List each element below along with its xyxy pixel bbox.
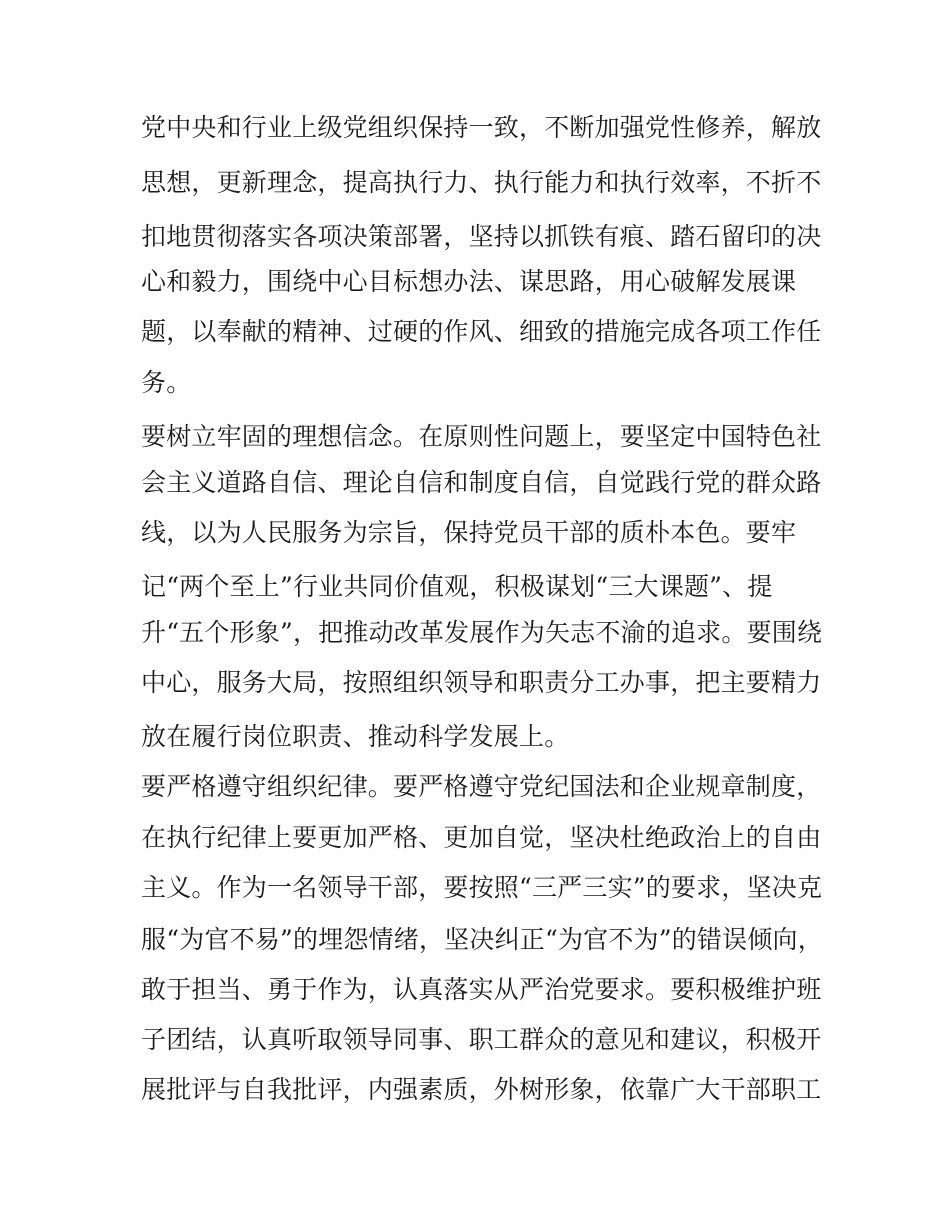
text-line: 展批评与自我批评，内强素质，外树形象，依靠广大干部职工 <box>141 1075 822 1104</box>
text-line: 思想，更新理念，提高执行力、执行能力和执行效率，不折不 <box>141 168 822 197</box>
text-line: 扣地贯彻落实各项决策部署，坚持以抓铁有痕、踏石留印的决 <box>141 222 822 251</box>
text-line: 心和毅力，围绕中心目标想办法、谋思路，用心破解发展课 <box>141 267 797 296</box>
text-line: 要树立牢固的理想信念。在原则性问题上，要坚定中国特色社 <box>141 422 822 451</box>
text-line: 升“五个形象”，把推动改革发展作为矢志不渝的追求。要围绕 <box>141 618 823 647</box>
text-line: 在执行纪律上要更加严格、更加自觉，坚决杜绝政治上的自由 <box>141 823 822 852</box>
text-line: 会主义道路自信、理论自信和制度自信，自觉践行党的群众路 <box>141 468 822 497</box>
text-line: 中心，服务大局，按照组织领导和职责分工办事，把主要精力 <box>141 668 822 697</box>
text-line: 敢于担当、勇于作为，认真落实从严治党要求。要积极维护班 <box>141 975 822 1004</box>
text-line: 服“为官不易”的埋怨情绪，坚决纠正“为官不为”的错误倾向， <box>141 925 823 954</box>
text-line: 记“两个至上”行业共同价值观，积极谋划“三大课题”、提 <box>141 572 773 601</box>
text-line: 子团结，认真听取领导同事、职工群众的意见和建议，积极开 <box>141 1025 822 1054</box>
text-line: 放在履行岗位职责、推动科学发展上。 <box>141 722 570 751</box>
text-line: 务。 <box>141 368 192 397</box>
text-line: 题，以奉献的精神、过硬的作风、细致的措施完成各项工作任 <box>141 317 822 346</box>
text-line: 线，以为人民服务为宗旨，保持党员干部的质朴本色。要牢 <box>141 518 797 547</box>
text-line: 党中央和行业上级党组织保持一致，不断加强党性修养，解放 <box>141 113 822 142</box>
text-line: 要严格遵守组织纪律。要严格遵守党纪国法和企业规章制度， <box>141 772 822 801</box>
text-line: 主义。作为一名领导干部，要按照“三严三实”的要求，坚决克 <box>141 873 823 902</box>
